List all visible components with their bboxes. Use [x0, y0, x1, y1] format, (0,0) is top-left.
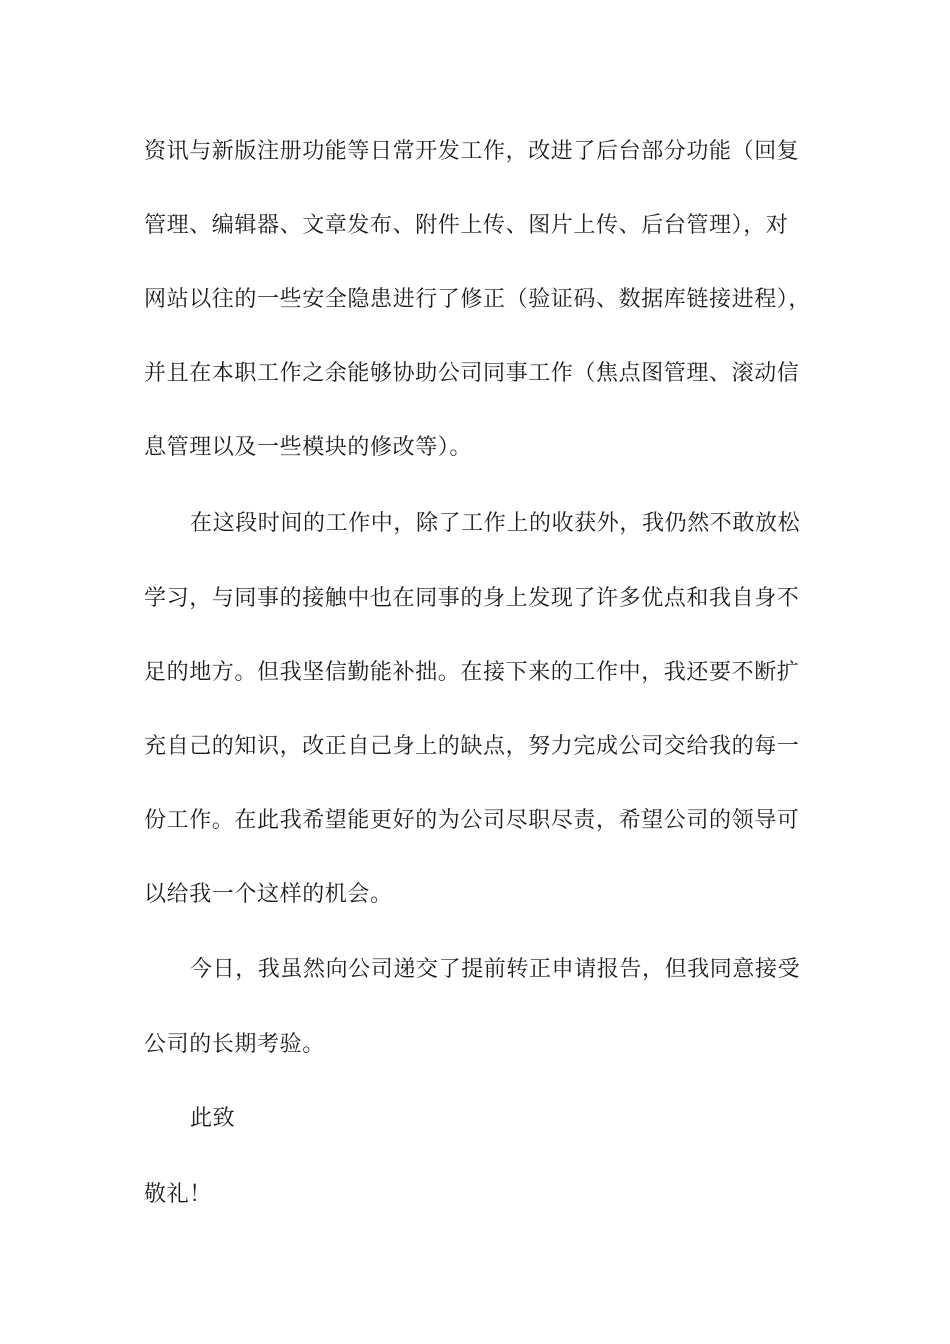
paragraph-2-line-2: 学习，与同事的接触中也在同事的身上发现了许多优点和我自身不	[144, 586, 800, 611]
paragraph-1-line-4: 并且在本职工作之余能够协助公司同事工作（焦点图管理、滚动信	[144, 361, 800, 386]
paragraph-1-line-2: 管理、编辑器、文章发布、附件上传、图片上传、后台管理），对	[144, 213, 789, 238]
paragraph-3-line-1: 今日，我虽然向公司递交了提前转正申请报告，但我同意接受	[190, 957, 801, 982]
paragraph-2-line-3: 足的地方。但我坚信勤能补拙。在接下来的工作中，我还要不断扩	[144, 660, 800, 685]
paragraph-1-line-5: 息管理以及一些模块的修改等）。	[144, 435, 473, 460]
paragraph-2-line-5: 份工作。在此我希望能更好的为公司尽职尽责，希望公司的领导可	[144, 808, 800, 833]
paragraph-2-line-1: 在这段时间的工作中，除了工作上的收获外，我仍然不敢放松	[190, 511, 801, 536]
paragraph-3-line-2: 公司的长期考验。	[144, 1032, 325, 1057]
paragraph-1-line-1: 资讯与新版注册功能等日常开发工作，改进了后台部分功能（回复	[144, 139, 800, 164]
closing-regards: 敬礼！	[144, 1182, 212, 1207]
paragraph-2-line-6: 以给我一个这样的机会。	[144, 882, 393, 907]
paragraph-2-line-4: 充自己的知识，改正自己身上的缺点，努力完成公司交给我的每一	[144, 734, 800, 759]
closing-salutation: 此致	[190, 1106, 236, 1131]
paragraph-1-line-3: 网站以往的一些安全隐患进行了修正（验证码、数据库链接进程），	[144, 287, 812, 312]
